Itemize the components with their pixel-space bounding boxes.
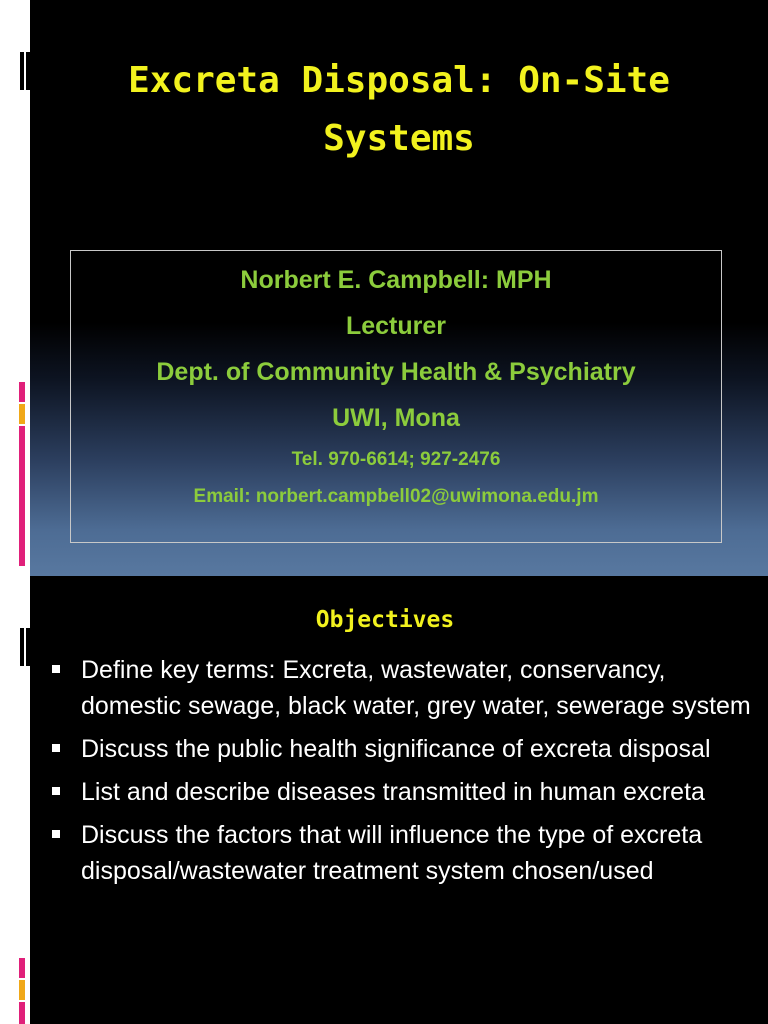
objective-text: List and describe diseases transmitted in human excreta — [81, 778, 705, 806]
objective-item — [52, 652, 752, 724]
author-name: Norbert E. Campbell: MPH — [240, 266, 552, 294]
bullet-square-icon — [52, 665, 60, 673]
slide-edge-mark — [20, 628, 24, 666]
objective-text: Discuss the factors that will influence the type of excreta disposal/wastewater treatment system chosen/used — [81, 821, 703, 885]
accent-bar-pink — [19, 1002, 25, 1024]
title-line-2: Systems — [323, 118, 475, 159]
author-telephone: Tel. 970-6614; 927-2476 — [291, 449, 501, 470]
objectives-title: Objectives — [315, 607, 455, 633]
author-department: Dept. of Community Health & Psychiatry — [156, 358, 636, 386]
bullet-square-icon — [52, 787, 60, 795]
accent-bar-orange — [19, 980, 25, 1000]
bullet-square-icon — [52, 744, 60, 752]
slide-title — [30, 52, 768, 168]
accent-bar-pink — [19, 958, 25, 978]
left-accent-strip — [0, 0, 30, 576]
author-institution: UWI, Mona — [332, 404, 460, 432]
bullet-square-icon — [52, 830, 60, 838]
author-info-box — [70, 250, 722, 543]
objective-item — [52, 731, 752, 767]
objectives-list — [52, 652, 752, 896]
author-role: Lecturer — [345, 312, 447, 340]
left-accent-strip — [0, 576, 30, 1024]
objective-text: Define key terms: Excreta, wastewater, conservancy, domestic sewage, black water, grey water, sewerage system — [81, 656, 751, 720]
accent-bar-orange — [19, 404, 25, 424]
accent-bar-pink — [19, 426, 25, 566]
objective-text: Discuss the public health significance of excreta disposal — [81, 735, 711, 763]
title-line-1: Excreta Disposal: On-Site — [128, 60, 670, 101]
slide-edge-mark — [20, 52, 24, 90]
accent-bar-pink — [19, 382, 25, 402]
author-email: Email: norbert.campbell02@uwimona.edu.jm — [193, 486, 599, 507]
objectives-slide — [0, 576, 768, 1024]
objective-item — [52, 774, 752, 810]
objective-item — [52, 817, 752, 889]
